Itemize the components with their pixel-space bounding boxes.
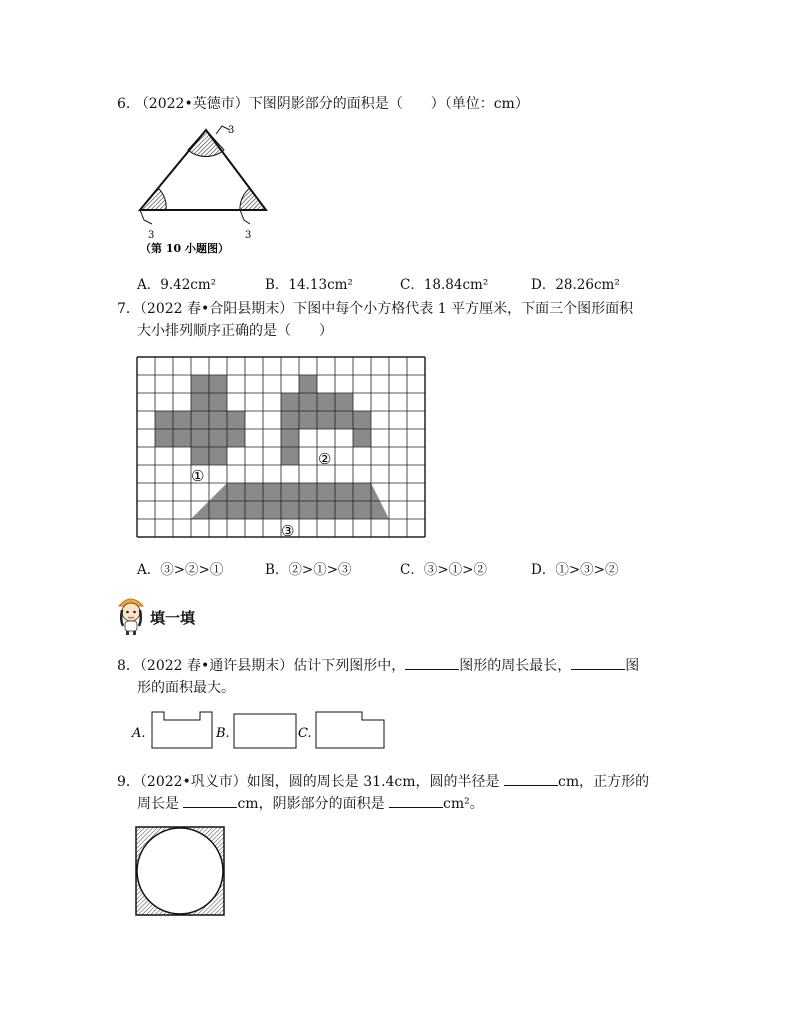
shaded-cell (281, 411, 299, 429)
question-stem-c: 周长是 (137, 796, 179, 812)
option-c[interactable]: C．18.84cm² (400, 277, 489, 293)
triangle-figure (130, 120, 280, 260)
question-6-text (117, 93, 529, 115)
shaded-cell (335, 393, 353, 411)
shaded-cell (353, 429, 371, 447)
question-stem-c: 图 (625, 658, 640, 674)
area-blank[interactable] (389, 793, 443, 808)
question-stem: （2022•英德市）下图阴影部分的面积是（ ）（单位：cm） (134, 96, 529, 112)
shaded-cell (299, 393, 317, 411)
label-left-3: 3 (148, 230, 155, 241)
inscribed-circle (137, 828, 223, 914)
figure-caption: （第 10 小题图） (140, 242, 229, 255)
shaded-cell (209, 429, 227, 447)
question-stem-d: cm，阴影部分的面积是 (237, 796, 385, 812)
question-stem-a: （2022•巩义市）如图，圆的周长是 31.4cm，圆的半径是 (139, 774, 500, 790)
question-stem-e: cm²。 (443, 796, 484, 812)
shaded-cell (173, 429, 191, 447)
shaded-cell (281, 393, 299, 411)
question-8-line1 (117, 655, 639, 677)
option-a[interactable]: A．③>②>① (137, 562, 224, 578)
label-right-3: 3 (245, 230, 252, 241)
shape-label-2: ② (318, 450, 332, 468)
shaded-cell (317, 411, 335, 429)
shaded-cell (155, 429, 173, 447)
shaded-cell (317, 393, 335, 411)
circle-square-figure (134, 825, 226, 917)
question-7-line2: 大小排列顺序正确的是（ ） (137, 323, 333, 339)
radius-blank[interactable] (504, 771, 558, 786)
shaded-cell (299, 411, 317, 429)
option-b[interactable]: B．②>①>③ (265, 562, 352, 578)
shape-label-a: A. (132, 726, 146, 741)
option-b[interactable]: B．14.13cm² (265, 277, 353, 293)
shaded-cell (227, 411, 245, 429)
shaded-cell (173, 411, 191, 429)
shaded-cell (191, 447, 209, 465)
shaded-cell (281, 429, 299, 447)
shaded-cell (353, 411, 371, 429)
shaded-cell (209, 411, 227, 429)
answer-blank-2[interactable] (571, 655, 625, 670)
shaded-cell (209, 375, 227, 393)
top-shaded-sector (188, 130, 224, 157)
shaded-cell (227, 429, 245, 447)
question-8-line2: 形的面积最大。 (137, 680, 235, 696)
question-stem: （2022 春•合阳县期末）下图中每个小方格代表 1 平方厘米，下面三个图形面积 (139, 301, 634, 317)
shaded-cell (191, 375, 209, 393)
girl-mascot-icon (114, 592, 148, 636)
shape-label-3: ③ (281, 522, 295, 540)
shaded-cell (299, 375, 317, 393)
option-d[interactable]: D．28.26cm² (531, 277, 620, 293)
shape-a (152, 712, 212, 748)
label-top-3: 3 (228, 125, 235, 136)
shaded-cell (191, 429, 209, 447)
question-7-line1 (117, 298, 633, 320)
shaded-cell (335, 411, 353, 429)
section-title: 填一填 (150, 609, 196, 627)
question-number: 8． (117, 658, 140, 674)
question-stem-b: cm，正方形的 (558, 774, 650, 790)
shape-label-1: ① (191, 467, 205, 485)
question-stem-b: 图形的周长最长， (459, 658, 572, 674)
perimeter-blank[interactable] (183, 793, 237, 808)
question-9-line2 (137, 793, 484, 815)
shaded-cell (209, 393, 227, 411)
shapes-figure (130, 708, 390, 754)
shaded-cell (281, 447, 299, 465)
shape-b (234, 714, 296, 748)
option-d[interactable]: D．①>③>② (531, 562, 619, 578)
shaded-cell (209, 447, 227, 465)
dimension-bracket-left (140, 210, 152, 224)
shape-label-c: C. (298, 726, 312, 741)
option-c[interactable]: C．③>①>② (400, 562, 487, 578)
question-stem-a: （2022 春•通许县期末）估计下列图形中， (139, 658, 406, 674)
grid-figure (136, 356, 428, 540)
shaded-cell (191, 411, 209, 429)
shaded-cell (191, 393, 209, 411)
question-number: 6. (117, 96, 131, 112)
question-9-line1 (117, 771, 649, 793)
answer-blank-1[interactable] (405, 655, 459, 670)
option-a[interactable]: A．9.42cm² (137, 277, 217, 293)
shaded-cell (155, 411, 173, 429)
shape-label-b: B. (216, 726, 230, 741)
question-number: 9． (117, 774, 140, 790)
question-number: 7． (117, 301, 140, 317)
dimension-bracket-right (240, 210, 250, 224)
shape-c (316, 712, 384, 748)
